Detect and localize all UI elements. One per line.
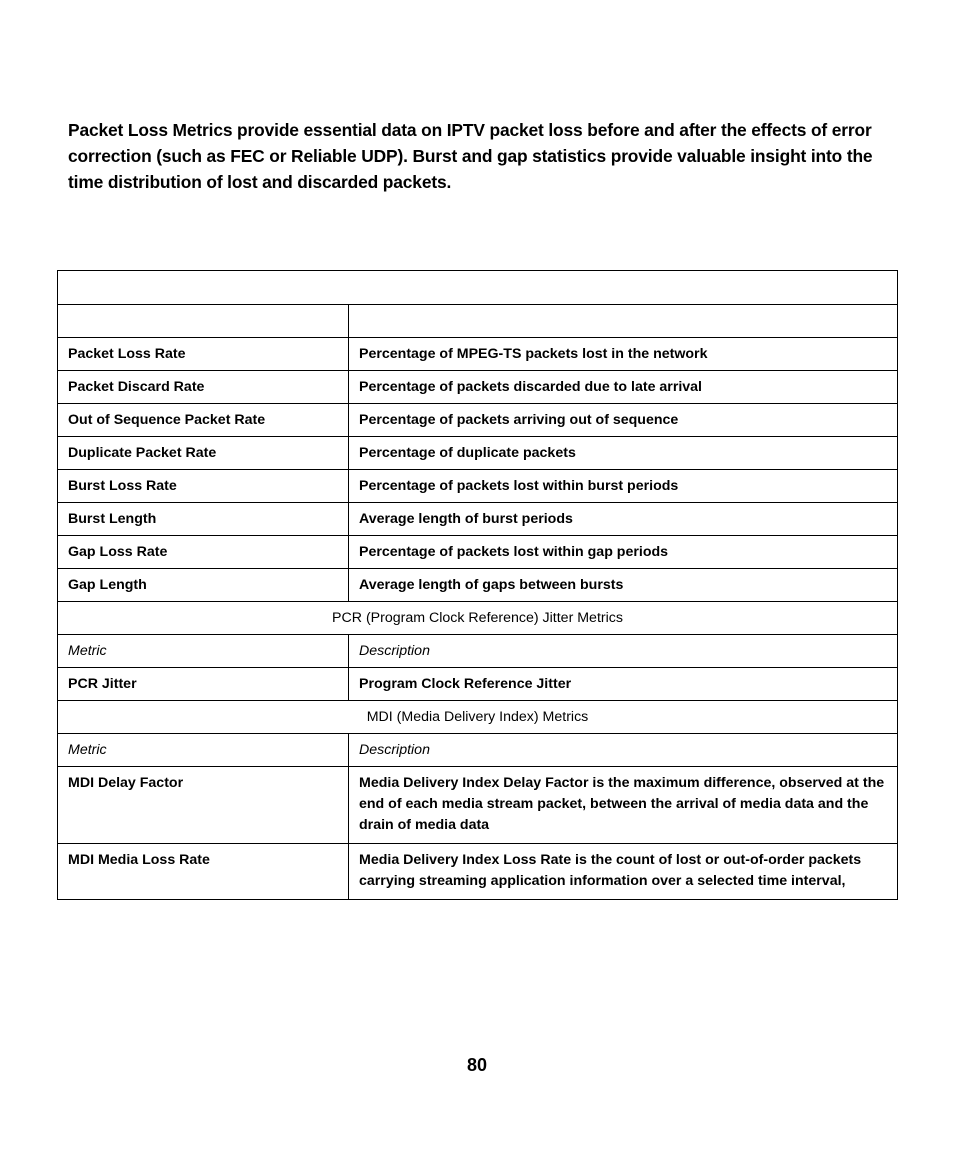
metric-cell: Burst Length: [58, 503, 349, 536]
description-header: [349, 305, 898, 338]
description-cell: Percentage of duplicate packets: [349, 437, 898, 470]
table-row: [58, 668, 898, 701]
description-cell: Percentage of MPEG-TS packets lost in the network: [349, 338, 898, 371]
intro-paragraph: Packet Loss Metrics provide essential data on IPTV packet loss before and after the effects of error correction (such as FEC or Reliable UDP). Burst and gap statistics provide valuable insight into the time distribution of lost and discarded packets.: [68, 120, 873, 192]
metric-header: Metric: [58, 635, 349, 668]
section-title: [58, 271, 898, 305]
metric-cell: Duplicate Packet Rate: [58, 437, 349, 470]
section-title-row: [58, 602, 898, 635]
description-cell: Percentage of packets lost within gap periods: [349, 536, 898, 569]
section-header-row: [58, 734, 898, 767]
metrics-table: [57, 270, 898, 900]
metric-cell: MDI Media Loss Rate: [58, 844, 349, 900]
metric-cell: Packet Loss Rate: [58, 338, 349, 371]
description-cell: Average length of burst periods: [349, 503, 898, 536]
section-header-row: [58, 305, 898, 338]
page-number: 80: [466, 1055, 488, 1075]
table-row: [58, 404, 898, 437]
metric-header: Metric: [58, 734, 349, 767]
description-header: Description: [349, 734, 898, 767]
table-row: [58, 470, 898, 503]
section-title: PCR (Program Clock Reference) Jitter Metrics: [58, 602, 898, 635]
description-cell: Media Delivery Index Delay Factor is the maximum difference, observed at the end of each media stream packet, between the arrival of media data and the drain of media data: [349, 767, 898, 844]
table-row: [58, 503, 898, 536]
table-row: [58, 767, 898, 844]
table-row: [58, 844, 898, 900]
description-header: Description: [349, 635, 898, 668]
description-cell: Media Delivery Index Loss Rate is the count of lost or out-of-order packets carrying streaming application information over a selected time interval,: [349, 844, 898, 900]
metric-cell: Gap Length: [58, 569, 349, 602]
section-title-row: [58, 701, 898, 734]
table-row: [58, 437, 898, 470]
table-row: [58, 338, 898, 371]
section-title-row: [58, 271, 898, 305]
metric-cell: MDI Delay Factor: [58, 767, 349, 844]
section-header-row: [58, 635, 898, 668]
description-cell: Percentage of packets lost within burst periods: [349, 470, 898, 503]
metric-cell: Out of Sequence Packet Rate: [58, 404, 349, 437]
table-row: [58, 371, 898, 404]
table-row: [58, 569, 898, 602]
description-cell: Percentage of packets discarded due to late arrival: [349, 371, 898, 404]
metric-cell: Packet Discard Rate: [58, 371, 349, 404]
description-cell: Percentage of packets arriving out of sequence: [349, 404, 898, 437]
description-cell: Average length of gaps between bursts: [349, 569, 898, 602]
metric-header: [58, 305, 349, 338]
description-cell: Program Clock Reference Jitter: [349, 668, 898, 701]
metric-cell: Gap Loss Rate: [58, 536, 349, 569]
metric-cell: Burst Loss Rate: [58, 470, 349, 503]
table-row: [58, 536, 898, 569]
section-title: MDI (Media Delivery Index) Metrics: [58, 701, 898, 734]
metric-cell: PCR Jitter: [58, 668, 349, 701]
